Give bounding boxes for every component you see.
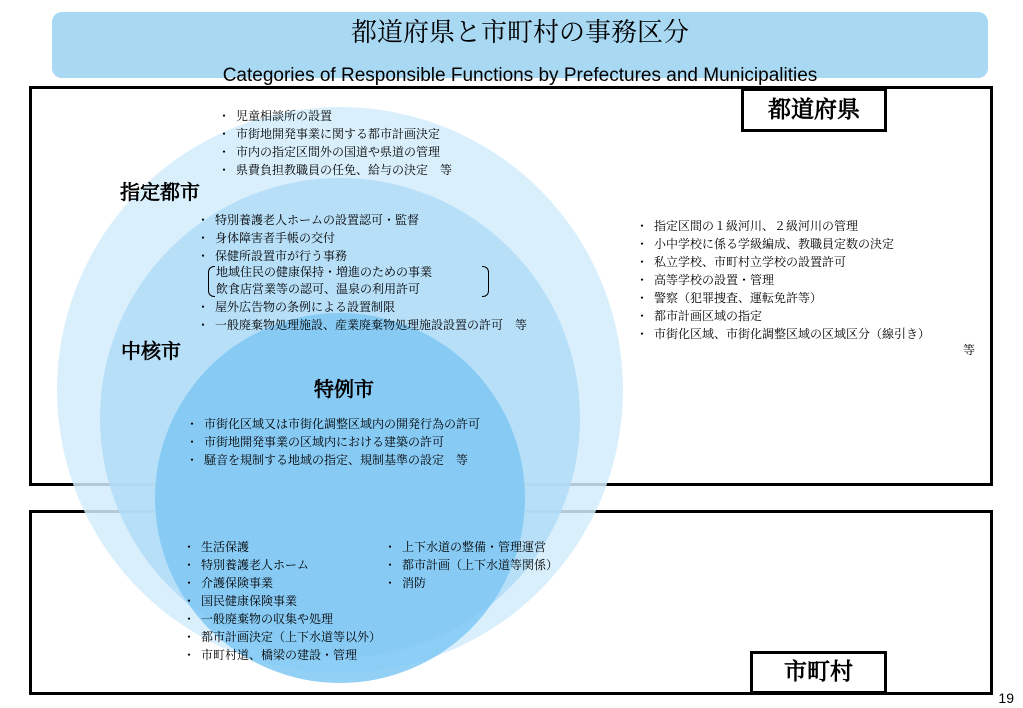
bracket-item: 地域住民の健康保持・増進のための事業 [216,265,433,279]
title-english: Categories of Responsible Functions by Prefectures and Municipalities [222,65,818,86]
core-city-heading: 中核市 [121,339,181,363]
core-city-list-bottom [197,298,527,334]
list-item: ・ 高等学校の設置・管理 [636,271,930,289]
list-item: ・ 上下水道の整備・管理運営 [384,538,558,556]
core-city-list-top [197,211,419,265]
prefecture-list [636,217,930,343]
list-item: ・ 警察（犯罪捜査、運転免許等） [636,289,930,307]
designated-city-heading: 指定都市 [120,180,200,204]
list-item: ・ 一般廃棄物処理施設、産業廃棄物処理施設設置の許可 等 [197,316,527,334]
list-item: ・ 市街地開発事業の区域内における建築の許可 [186,433,480,451]
prefecture-label: 都道府県 [741,88,887,132]
special-city-heading: 特例市 [314,377,374,401]
page-number: 19 [998,690,1014,706]
designated-city-list [218,107,452,179]
list-item: ・ 都市計画（上下水道等関係） [384,556,558,574]
list-item: ・ 小中学校に係る学級編成、教職員定数の決定 [636,235,930,253]
title-japanese: 都道府県と市町村の事務区分 [350,18,689,48]
list-item: ・ 市街地開発事業に関する都市計画決定 [218,125,452,143]
municipality-list-right [384,538,558,592]
list-item: ・ 私立学校、市町村立学校の設置許可 [636,253,930,271]
list-item: ・ 市町村道、橋梁の建設・管理 [183,646,381,664]
list-item: ・ 市街化区域、市街化調整区域の区域区分（線引き） [636,325,930,343]
list-item: ・ 国民健康保険事業 [183,592,381,610]
list-item: ・ 指定区間の１級河川、２級河川の管理 [636,217,930,235]
municipality-list-left [183,538,381,664]
left-bracket [208,266,215,297]
list-item: ・ 都市計画決定（上下水道等以外） [183,628,381,646]
list-item: ・ 身体障害者手帳の交付 [197,229,419,247]
right-bracket [482,266,489,297]
list-item: ・ 特別養護老人ホーム [183,556,381,574]
list-item: ・ 生活保護 [183,538,381,556]
list-item: ・ 消防 [384,574,558,592]
bracket-item: 飲食店営業等の認可、温泉の利用許可 [216,282,421,296]
list-item: ・ 一般廃棄物の収集や処理 [183,610,381,628]
list-item: ・ 都市計画区域の指定 [636,307,930,325]
list-item: ・ 特別養護老人ホームの設置認可・監督 [197,211,419,229]
prefecture-etc: 等 [963,343,976,357]
municipality-label: 市町村 [750,651,887,694]
list-item: ・ 介護保険事業 [183,574,381,592]
list-item: ・ 保健所設置市が行う事務 [197,247,419,265]
list-item: ・ 市内の指定区間外の国道や県道の管理 [218,143,452,161]
list-item: ・ 市街化区域又は市街化調整区域内の開発行為の許可 [186,415,480,433]
list-item: ・ 県費負担教職員の任免、給与の決定 等 [218,161,452,179]
special-city-list [186,415,480,469]
list-item: ・ 屋外広告物の条例による設置制限 [197,298,527,316]
list-item: ・ 騒音を規制する地域の指定、規制基準の設定 等 [186,451,480,469]
list-item: ・ 児童相談所の設置 [218,107,452,125]
